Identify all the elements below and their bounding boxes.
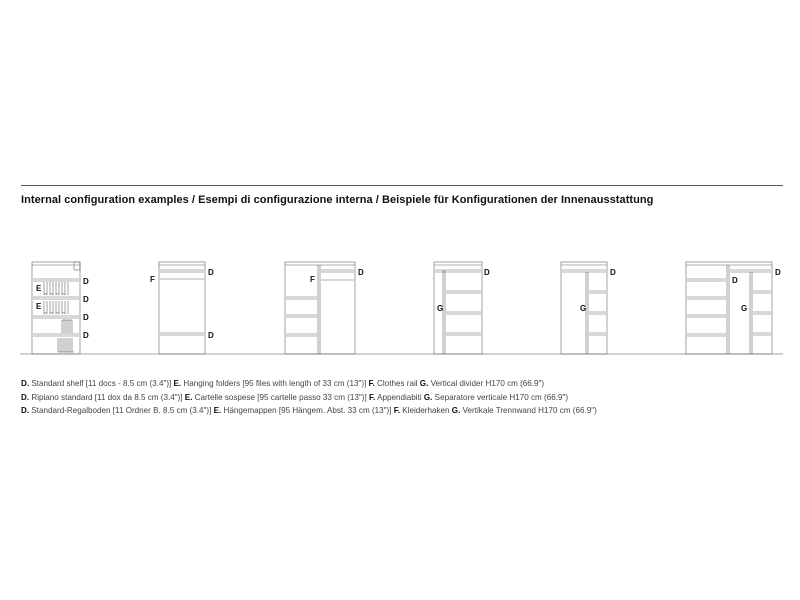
legend-key-f: F. [368, 392, 376, 402]
label-d-3: D [83, 313, 89, 322]
label-d-7: D [358, 268, 364, 277]
legend-line-de [21, 404, 791, 418]
label-e-1: E [36, 284, 42, 293]
configuration-diagrams [0, 250, 800, 362]
section-title: Internal configuration examples / Esempi di configurazione interna / Beispiele für Konfigurationen der Innenausstattung [21, 194, 654, 206]
legend-key-e: E. [184, 392, 193, 402]
label-d-2: D [83, 295, 89, 304]
label-d-10: D [732, 276, 738, 285]
legend-text-d: Standard shelf [11 docs - 8.5 cm (3.4")] [29, 379, 174, 388]
legend-key-d: D. [21, 379, 30, 388]
label-g-5: G [580, 304, 587, 313]
legend-key-d: D. [21, 392, 30, 402]
legend-key-g: G. [451, 406, 461, 416]
cabinet-2-frame [159, 262, 205, 354]
label-g-6: G [741, 304, 748, 313]
cabinet-3 [285, 262, 355, 354]
legend-text-d: Standard-Regalboden [11 Ordner B. 8.5 cm (3.4")] [29, 406, 214, 416]
label-f-3: F [310, 275, 315, 284]
legend-text-e: Cartelle sospese [95 cartelle passo 33 cm (13")] [192, 392, 369, 402]
legend-text-f: Appendiabiti [375, 392, 424, 402]
legend-text-g: Vertikale Trennwand H170 cm (66.9") [460, 406, 597, 416]
binders-2 [58, 338, 74, 352]
label-d-9: D [610, 268, 616, 277]
legend-key-f: F. [368, 379, 375, 388]
label-d-8: D [484, 268, 490, 277]
legend-line-it [21, 391, 791, 405]
label-e-2: E [36, 302, 42, 311]
label-g-4: G [437, 304, 444, 313]
legend-key-e: E. [173, 379, 182, 388]
legend-text-e: Hängemappen [95 Hängem. Abst. 33 cm (13")] [221, 406, 394, 416]
legend-text-d: Ripiano standard [11 dox da 8.5 cm (3.4")] [29, 392, 185, 402]
cabinet-2 [159, 262, 205, 354]
legend-key-f: F. [393, 406, 401, 416]
legend-line-en [21, 377, 791, 391]
legend-key-g: G. [423, 392, 433, 402]
legend-text-e: Hanging folders [95 files with length of 33 cm (13")] [181, 379, 369, 388]
legend-text-g: Separatore verticale H170 cm (66.9") [432, 392, 569, 402]
legend-text-g: Vertical divider H170 cm (66.9") [428, 379, 545, 388]
label-d-11: D [775, 268, 781, 277]
legend-text-f: Kleiderhaken [400, 406, 452, 416]
legend-key-e: E. [213, 406, 222, 416]
legend-key-d: D. [21, 406, 30, 416]
legend-key-g: G. [419, 379, 429, 388]
cabinet-6 [686, 262, 772, 354]
hanging-folders-2 [44, 301, 68, 314]
binders-1 [62, 320, 72, 333]
label-d-6: D [208, 331, 214, 340]
hanging-folders-1 [44, 282, 68, 295]
label-d-4: D [83, 331, 89, 340]
label-f-2: F [150, 275, 155, 284]
legend [21, 377, 791, 418]
header-rule [21, 185, 783, 186]
cabinet-1-plinth [74, 262, 80, 270]
legend-text-f: Clothes rail [374, 379, 420, 388]
label-d-5: D [208, 268, 214, 277]
label-d-1: D [83, 277, 89, 286]
